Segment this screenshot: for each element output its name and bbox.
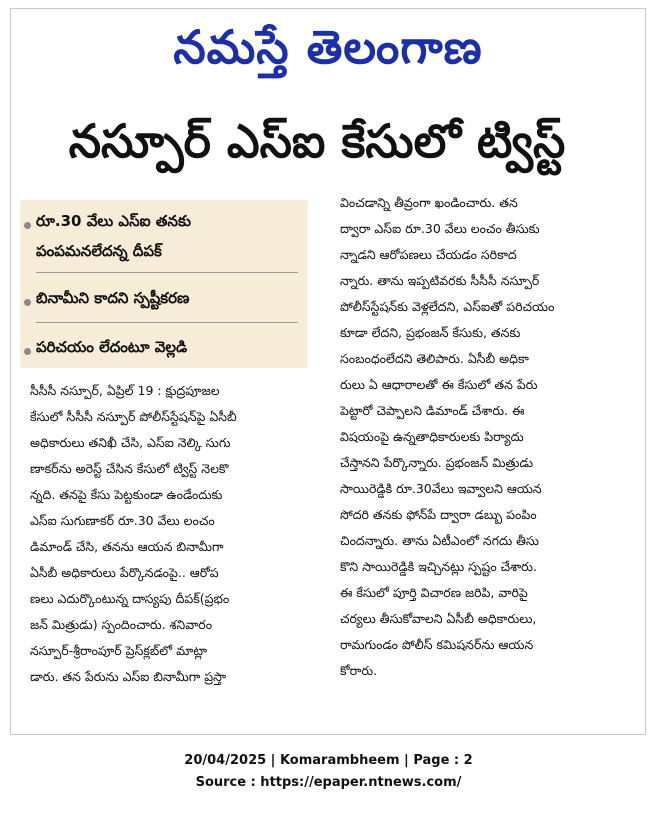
headline-text: నస్పూర్ ఎస్ఐ కేసులో ట్విస్ట్ — [68, 114, 566, 168]
highlight-divider — [36, 322, 298, 323]
masthead-logo: నమస్తే తెలంగాణ — [173, 20, 483, 74]
article-line: కొని సాయిరెడ్డికి ఇచ్చినట్లు స్పష్టం చేశారు. — [340, 559, 537, 574]
article-line: చర్యలు తీసుకోవాలని ఏసీబీ అధికారులు, — [340, 611, 537, 626]
article-line: సీసీసీ నస్పూర్, ఏప్రిల్ 19 : క్షుద్రపూజల — [30, 383, 220, 398]
article-line: చిందన్నారు. తాను ఏటీఎంలో నగదు తీసు — [340, 533, 539, 548]
article-line: విషయంపై ఉన్నతాధికారులకు పిర్యాదు — [340, 429, 524, 444]
article-line: పోలీస్‌స్టేషన్‌కు వెళ్లలేదని, ఎస్ఐతో పరిచయం — [340, 299, 555, 314]
article-line: రామగుండం పోలీస్ కమిషనర్‌ను ఆయన — [340, 637, 534, 652]
article-line: వించడాన్ని తీవ్రంగా ఖండించారు. తన — [340, 195, 518, 210]
article-line: చేస్తానని పేర్కొన్నారు. ప్రభంజన్ మిత్రుడు — [340, 455, 534, 470]
highlight-3: పరిచయం లేదంటూ వెల్లడి — [36, 338, 188, 356]
article-line: ఈ కేసులో పూర్తి విచారణ జరిపి, వారిపై — [340, 585, 528, 600]
article-line: ణాకర్‌ను అరెస్ట్ చేసిన కేసులో ట్విస్ట్ నెలకొ — [30, 461, 229, 476]
article-column-left — [30, 378, 326, 690]
article-line: రులు ఏ ఆధారాలతో ఈ కేసులో తన పేరు — [340, 377, 538, 392]
bullet-icon — [24, 348, 31, 355]
article-line: ఎస్ఐ సుగుణాకర్ రూ.30 వేలు లంచం — [30, 513, 215, 528]
article-line: ణలు ఎదుర్కొంటున్న దాస్యపు దీపక్(ప్రభం — [30, 591, 230, 606]
article-column-right — [340, 190, 634, 684]
article-line: న్నారు. తాను ఇప్పటివరకు సీసీసీ నస్పూర్ — [340, 273, 540, 288]
article-line: జన్ మిత్రుడు) స్పందించారు. శనివారం — [30, 617, 213, 632]
bullet-icon — [24, 299, 31, 306]
article-line: కేసులో సీసీసీ నస్పూర్ పోలీస్‌స్టేషన్‌పై ఏసీబీ — [30, 409, 237, 424]
article-line: ద్వారా ఎస్ఐ రూ.30 వేలు లంచం తీసుకు — [340, 221, 540, 236]
article-line: పెట్టారో చెప్పాలని డిమాండ్ చేశారు. ఈ — [340, 403, 525, 418]
highlight-divider — [36, 272, 298, 273]
article-line: కూడా లేదని, ప్రభంజన్ కేసుకు, తనకు — [340, 325, 521, 340]
article-line: కోరారు. — [340, 663, 378, 678]
highlight-1-line-2: పంపమనలేదన్న దీపక్ — [36, 242, 162, 260]
footer-date-edition: 20/04/2025 | Komarambheem | Page : 2 — [184, 753, 473, 768]
article-line: సోదరి తనకు ఫోన్‌పే ద్వారా డబ్బు పంపిం — [340, 507, 537, 522]
article-line: అధికారులు తనిఖీ చేసి, ఎస్ఐ నెల్కి సుగు — [30, 435, 231, 450]
highlights-box — [20, 200, 308, 368]
footer-source: Source : https://epaper.ntnews.com/ — [195, 775, 462, 790]
article-line: డారు. తన పేరును ఎస్ఐ బినామీగా ప్రస్తా — [30, 669, 227, 684]
article-line: ఏసీబీ అధికారులు పేర్కొనడంపై.. ఆరోప — [30, 565, 219, 580]
article-line: నస్పూర్-శ్రీరాంపూర్ ప్రెస్‌క్లబ్‌లో మాట్లా — [30, 643, 207, 658]
bullet-icon — [24, 222, 31, 229]
article-line: న్నది. తనపై కేసు పెట్టకుండా ఉండేందుకు — [30, 487, 223, 502]
highlight-2: బినామీని కాదని స్పష్టీకరణ — [36, 289, 190, 307]
article-line: సాయిరెడ్డికి రూ.30వేలు ఇవ్వాలని ఆయన — [340, 481, 542, 496]
article-line: డిమాండ్ చేసి, తనను ఆయన బినామీగా — [30, 539, 224, 554]
article-line: న్నాడని ఆరోపణలు చేయడం సరికాద — [340, 247, 517, 262]
newspaper-masthead — [11, 9, 645, 97]
article-line: సంబంధంలేదని తెలిపారు. ఏసీబీ అధికా — [340, 351, 529, 366]
highlight-1-line-1: రూ.30 వేలు ఎస్ఐ తనకు — [36, 212, 191, 230]
article-headline — [10, 112, 624, 182]
